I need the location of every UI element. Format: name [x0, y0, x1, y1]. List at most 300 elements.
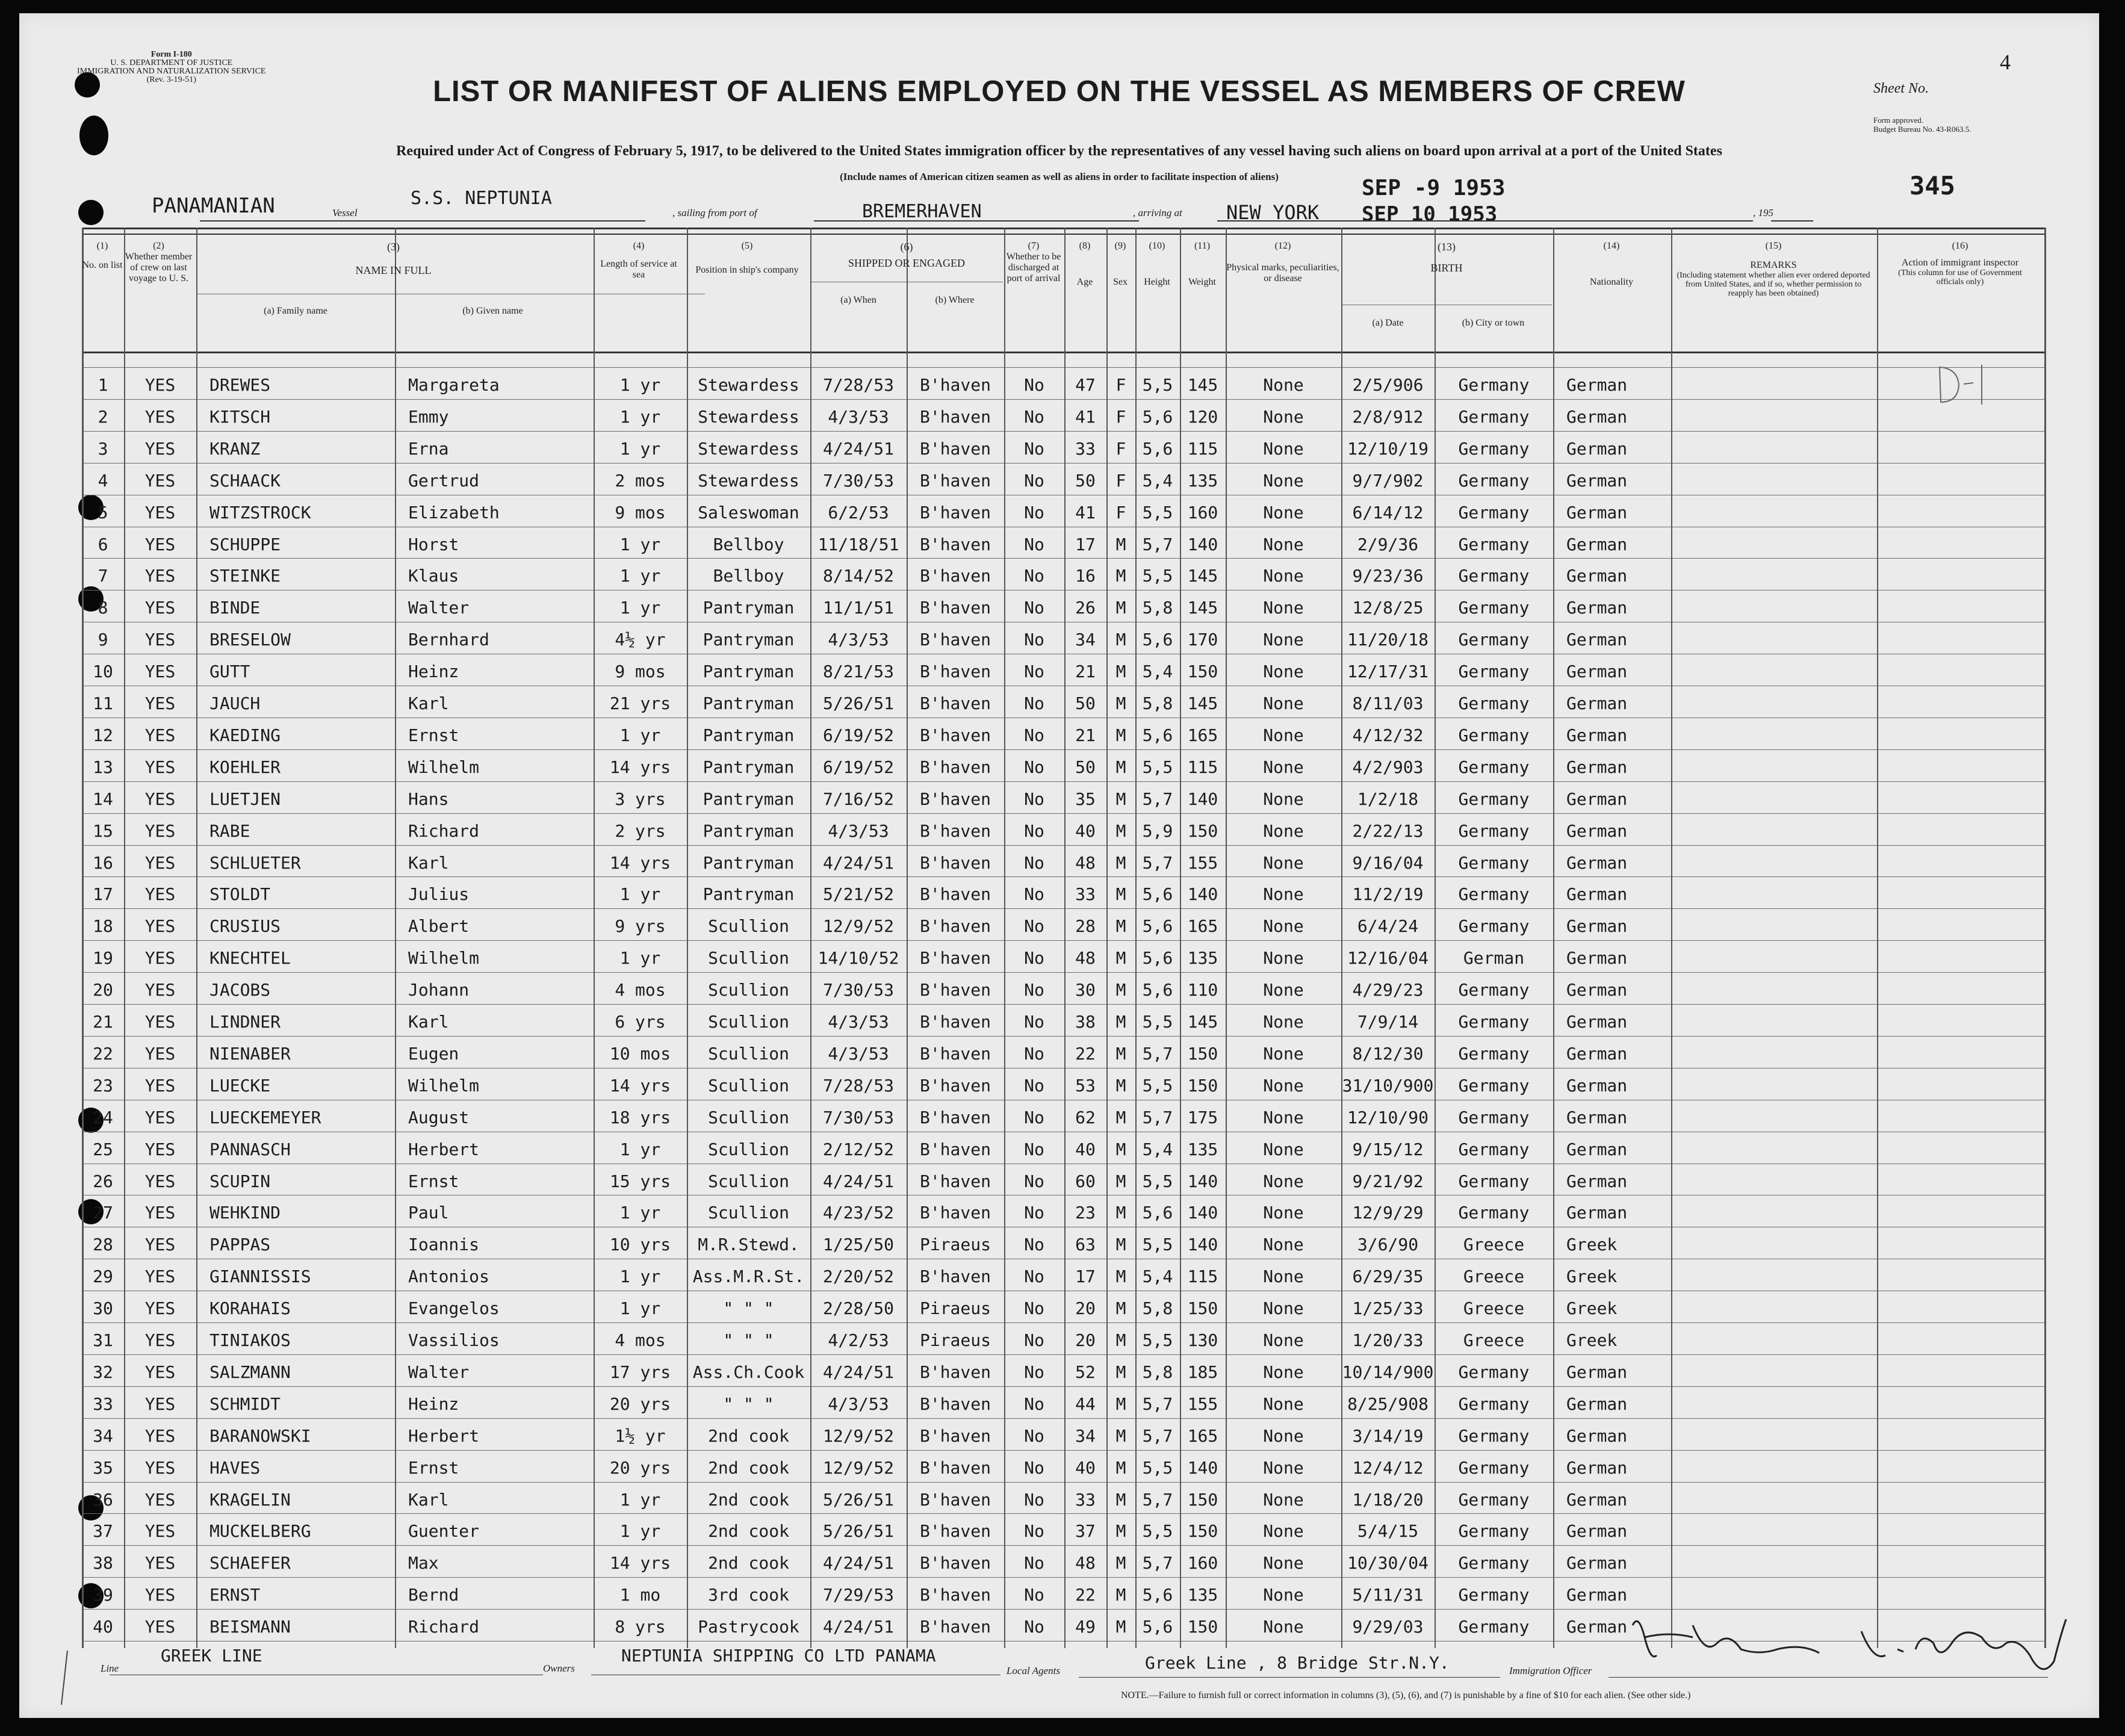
cell-weight: 165 [1187, 725, 1218, 745]
cell-sex: M [1115, 1362, 1126, 1382]
col-10-header: (10) Height [1144, 241, 1170, 287]
cell-given: Herbert [408, 1139, 480, 1159]
cell-family: RABE [209, 820, 250, 841]
page-subtitle: Required under Act of Congress of February 5, 1917, to be delivered to the United States immigration officer by the representatives of any vessel having such aliens on board upon arrival at a port of the United States [396, 143, 1722, 159]
cell-position: 2nd cook [708, 1457, 789, 1478]
cell-bdate: 11/20/18 [1347, 630, 1429, 650]
cell-given: Eugen [408, 1043, 459, 1064]
cell-disch: No [1024, 566, 1044, 586]
cell-marks: None [1263, 1585, 1304, 1605]
cell-height: 5,8 [1142, 1362, 1173, 1382]
cell-yes: YES [144, 1171, 176, 1191]
cell-marks: None [1263, 757, 1304, 777]
cell-nat: Greek [1566, 1298, 1618, 1319]
cell-city: Germany [1458, 693, 1530, 713]
cell-given: Gertrud [408, 470, 480, 491]
cell-age: 33 [1075, 438, 1096, 459]
cell-height: 5,6 [1142, 948, 1173, 969]
cell-no: 17 [93, 884, 113, 905]
cell-disch: No [1024, 438, 1044, 459]
cell-family: KITSCH [209, 406, 271, 427]
cell-sex: M [1115, 916, 1126, 937]
cell-bdate: 8/12/30 [1352, 1043, 1424, 1064]
cell-height: 5,7 [1142, 534, 1173, 554]
cell-weight: 145 [1187, 566, 1218, 586]
service: IMMIGRATION AND NATURALIZATION SERVICE [77, 67, 266, 76]
cell-age: 63 [1075, 1235, 1096, 1255]
cell-family: DREWES [209, 375, 271, 395]
cell-nat: German [1566, 1393, 1628, 1414]
cell-disch: No [1024, 1330, 1044, 1350]
cell-no: 21 [93, 1012, 113, 1032]
cell-weight: 150 [1187, 1489, 1218, 1510]
cell-sex: M [1115, 948, 1126, 969]
cell-given: Antonios [408, 1266, 489, 1287]
cell-family: KRANZ [209, 438, 261, 459]
cell-yes: YES [144, 1585, 176, 1605]
cell-weight: 140 [1187, 1457, 1218, 1478]
cell-service: 17 yrs [609, 1362, 671, 1382]
arrival-date-stamp-2: SEP 10 1953 [1362, 202, 1498, 226]
cell-nat: German [1566, 852, 1628, 873]
cell-sex: M [1115, 1425, 1126, 1446]
cell-service: 3 yrs [615, 789, 666, 809]
cell-service: 15 yrs [609, 1171, 671, 1191]
cell-disch: No [1024, 630, 1044, 650]
cell-city: Germany [1458, 598, 1530, 618]
cell-bdate: 2/8/912 [1352, 406, 1424, 427]
cell-yes: YES [144, 948, 176, 969]
cell-height: 5,6 [1142, 438, 1173, 459]
cell-marks: None [1263, 725, 1304, 745]
cell-age: 60 [1075, 1171, 1096, 1191]
cell-no: 16 [93, 852, 113, 873]
cell-bdate: 9/7/902 [1352, 470, 1424, 491]
cell-sex: M [1115, 693, 1126, 713]
cell-given: Karl [408, 852, 449, 873]
cell-no: 23 [93, 1075, 113, 1096]
cell-where: B'haven [919, 1393, 991, 1414]
cell-weight: 165 [1187, 1425, 1218, 1446]
cell-city: Germany [1458, 1425, 1530, 1446]
cell-weight: 140 [1187, 534, 1218, 554]
cell-sex: M [1115, 820, 1126, 841]
cell-weight: 140 [1187, 1203, 1218, 1223]
cell-given: Ernst [408, 725, 459, 745]
cell-where: B'haven [919, 757, 991, 777]
agents-label: Local Agents [1007, 1665, 1060, 1676]
cell-service: 18 yrs [609, 1107, 671, 1127]
cell-sex: M [1115, 1266, 1126, 1287]
cell-family: BRESELOW [209, 630, 291, 650]
cell-weight: 155 [1187, 852, 1218, 873]
cell-weight: 150 [1187, 1075, 1218, 1096]
cell-city: Germany [1458, 566, 1530, 586]
cell-given: Johann [408, 980, 470, 1000]
cell-when: 2/20/52 [822, 1266, 894, 1287]
cell-sex: M [1115, 789, 1126, 809]
cell-where: B'haven [919, 1425, 991, 1446]
cell-service: 1 yr [619, 598, 661, 618]
cell-given: Hans [408, 789, 449, 809]
cell-where: B'haven [919, 1457, 991, 1478]
owners-value: NEPTUNIA SHIPPING CO LTD PANAMA [621, 1646, 936, 1666]
family-name-header: (a) Family name [264, 306, 327, 316]
cell-bdate: 1/18/20 [1352, 1489, 1424, 1510]
cell-marks: None [1263, 1489, 1304, 1510]
cell-sex: M [1115, 1521, 1126, 1542]
line-value: GREEK LINE [161, 1646, 262, 1666]
cell-city: Germany [1458, 1107, 1530, 1127]
cell-disch: No [1024, 757, 1044, 777]
cell-age: 22 [1075, 1585, 1096, 1605]
cell-marks: None [1263, 820, 1304, 841]
cell-age: 50 [1075, 693, 1096, 713]
cell-city: Germany [1458, 1043, 1530, 1064]
cell-bdate: 31/10/900 [1342, 1075, 1434, 1096]
cell-age: 21 [1075, 725, 1096, 745]
cell-height: 5,6 [1142, 1203, 1173, 1223]
cell-when: 11/1/51 [822, 598, 894, 618]
cell-age: 62 [1075, 1107, 1096, 1127]
cell-weight: 110 [1187, 980, 1218, 1000]
cell-service: 14 yrs [609, 757, 671, 777]
cell-sex: M [1115, 534, 1126, 554]
cell-service: 14 yrs [609, 1553, 671, 1573]
cell-sex: M [1115, 630, 1126, 650]
cell-disch: No [1024, 1521, 1044, 1542]
cell-disch: No [1024, 1107, 1044, 1127]
cell-age: 41 [1075, 406, 1096, 427]
cell-service: 1 yr [619, 375, 661, 395]
cell-age: 28 [1075, 916, 1096, 937]
cell-weight: 115 [1187, 438, 1218, 459]
cell-height: 5,4 [1142, 470, 1173, 491]
cell-yes: YES [144, 820, 176, 841]
cell-position: " " " [723, 1298, 774, 1319]
cell-where: B'haven [919, 502, 991, 522]
cell-position: Pantryman [703, 630, 795, 650]
cell-disch: No [1024, 1266, 1044, 1287]
cell-bdate: 4/12/32 [1352, 725, 1424, 745]
cell-height: 5,7 [1142, 1393, 1173, 1414]
cell-family: KOEHLER [209, 757, 281, 777]
cell-family: SCHAACK [209, 470, 281, 491]
cell-yes: YES [144, 725, 176, 745]
cell-marks: None [1263, 375, 1304, 395]
cell-marks: None [1263, 1425, 1304, 1446]
sailing-label: , sailing from port of [672, 207, 757, 219]
cell-no: 22 [93, 1043, 113, 1064]
cell-height: 5,6 [1142, 1585, 1173, 1605]
cell-city: Germany [1458, 1393, 1530, 1414]
cell-bdate: 5/11/31 [1352, 1585, 1424, 1605]
cell-weight: 135 [1187, 1585, 1218, 1605]
cell-nat: German [1566, 1425, 1628, 1446]
cell-disch: No [1024, 1617, 1044, 1637]
cell-height: 5,8 [1142, 598, 1173, 618]
cell-sex: M [1115, 1585, 1126, 1605]
cell-when: 12/9/52 [822, 1457, 894, 1478]
cell-family: KRAGELIN [209, 1489, 291, 1510]
cell-city: Greece [1463, 1330, 1525, 1350]
cell-position: Scullion [708, 1203, 789, 1223]
cell-nat: German [1566, 406, 1628, 427]
cell-sex: F [1115, 438, 1126, 459]
cell-bdate: 9/23/36 [1352, 566, 1424, 586]
cell-height: 5,5 [1142, 1521, 1173, 1542]
cell-nat: German [1566, 693, 1628, 713]
cell-no: 11 [93, 693, 113, 713]
cell-yes: YES [144, 1139, 176, 1159]
cell-yes: YES [144, 1489, 176, 1510]
cell-family: TINIAKOS [209, 1330, 291, 1350]
sheet-number-label: Sheet No. [1873, 81, 1929, 96]
cell-given: Elizabeth [408, 502, 500, 522]
cell-yes: YES [144, 1393, 176, 1414]
cell-given: Wilhelm [408, 1075, 480, 1096]
cell-height: 5,7 [1142, 1107, 1173, 1127]
punch-hole [78, 200, 104, 225]
cell-sex: F [1115, 375, 1126, 395]
cell-bdate: 3/14/19 [1352, 1425, 1424, 1446]
cell-when: 4/24/51 [822, 1553, 894, 1573]
cell-bdate: 1/2/18 [1357, 789, 1419, 809]
cell-where: B'haven [919, 438, 991, 459]
cell-bdate: 12/10/90 [1347, 1107, 1429, 1127]
cell-bdate: 9/21/92 [1352, 1171, 1424, 1191]
cell-disch: No [1024, 1203, 1044, 1223]
cell-marks: None [1263, 502, 1304, 522]
cell-where: B'haven [919, 884, 991, 905]
cell-nat: German [1566, 1171, 1628, 1191]
cell-when: 4/24/51 [822, 438, 894, 459]
cell-yes: YES [144, 1298, 176, 1319]
cell-height: 5,5 [1142, 375, 1173, 395]
cell-position: Stewardess [698, 470, 799, 491]
cell-service: 2 yrs [615, 820, 666, 841]
cell-when: 4/23/52 [822, 1203, 894, 1223]
revision: (Rev. 3-19-51) [146, 75, 196, 84]
cell-height: 5,4 [1142, 1266, 1173, 1287]
inspector-mark [1934, 362, 2006, 411]
cell-disch: No [1024, 1075, 1044, 1096]
arriving-label: , arriving at [1133, 207, 1182, 219]
cell-where: B'haven [919, 1203, 991, 1223]
cell-city: Germany [1458, 1457, 1530, 1478]
cell-where: B'haven [919, 1585, 991, 1605]
cell-weight: 115 [1187, 1266, 1218, 1287]
cell-position: Scullion [708, 916, 789, 937]
cell-service: 1 yr [619, 1203, 661, 1223]
cell-position: Pastrycook [698, 1617, 799, 1637]
cell-age: 26 [1075, 598, 1096, 618]
cell-nat: German [1566, 725, 1628, 745]
birth-date-header: (a) Date [1372, 318, 1404, 328]
cell-nat: German [1566, 1107, 1628, 1127]
cell-position: 2nd cook [708, 1521, 789, 1542]
cell-bdate: 6/4/24 [1357, 916, 1419, 937]
cell-position: M.R.Stewd. [698, 1235, 799, 1255]
cell-nat: German [1566, 502, 1628, 522]
cell-yes: YES [144, 1457, 176, 1478]
cell-yes: YES [144, 1553, 176, 1573]
cell-height: 5,5 [1142, 757, 1173, 777]
cell-service: 1 yr [619, 1521, 661, 1542]
cell-height: 5,6 [1142, 725, 1173, 745]
cell-bdate: 10/14/900 [1342, 1362, 1434, 1382]
cell-position: Saleswoman [698, 502, 799, 522]
arrival-date-stamp: SEP -9 1953 [1362, 176, 1506, 200]
cell-position: 2nd cook [708, 1425, 789, 1446]
cell-family: SCHMIDT [209, 1393, 281, 1414]
cell-family: STEINKE [209, 566, 281, 586]
cell-height: 5,4 [1142, 662, 1173, 682]
cell-weight: 145 [1187, 598, 1218, 618]
cell-disch: No [1024, 693, 1044, 713]
cell-sex: M [1115, 1489, 1126, 1510]
cell-sex: M [1115, 1330, 1126, 1350]
cell-nat: German [1566, 916, 1628, 937]
cell-weight: 160 [1187, 502, 1218, 522]
cell-bdate: 9/29/03 [1352, 1617, 1424, 1637]
cell-service: 6 yrs [615, 1012, 666, 1032]
cell-service: 1 yr [619, 534, 661, 554]
cell-when: 4/3/53 [828, 1393, 889, 1414]
cell-disch: No [1024, 534, 1044, 554]
cell-when: 5/26/51 [822, 1521, 894, 1542]
cell-yes: YES [144, 884, 176, 905]
cell-where: B'haven [919, 1043, 991, 1064]
cell-no: 34 [93, 1425, 113, 1446]
cell-weight: 130 [1187, 1330, 1218, 1350]
col-4-header: (4) Length of service at sea [600, 241, 677, 280]
cell-height: 5,8 [1142, 693, 1173, 713]
cell-age: 38 [1075, 1012, 1096, 1032]
cell-when: 5/21/52 [822, 884, 894, 905]
officer-signature [1621, 1601, 2078, 1691]
cell-disch: No [1024, 725, 1044, 745]
cell-position: Bellboy [713, 566, 784, 586]
cell-no: 14 [93, 789, 113, 809]
cell-sex: F [1115, 470, 1126, 491]
cell-disch: No [1024, 662, 1044, 682]
cell-age: 53 [1075, 1075, 1096, 1096]
cell-sex: M [1115, 1171, 1126, 1191]
manifest-sheet [19, 13, 2099, 1718]
cell-height: 5,5 [1142, 566, 1173, 586]
cell-weight: 145 [1187, 1012, 1218, 1032]
cell-marks: None [1263, 852, 1304, 873]
cell-family: LINDNER [209, 1012, 281, 1032]
cell-yes: YES [144, 598, 176, 618]
col-2-header: (2) Whether member of crew on last voyage to U. S. [125, 241, 193, 284]
cell-when: 12/9/52 [822, 1425, 894, 1446]
cell-disch: No [1024, 1362, 1044, 1382]
cell-city: Germany [1458, 534, 1530, 554]
cell-yes: YES [144, 852, 176, 873]
cell-family: PANNASCH [209, 1139, 291, 1159]
cell-marks: None [1263, 948, 1304, 969]
owners-label: Owners [543, 1663, 575, 1674]
cell-service: 1 yr [619, 1298, 661, 1319]
cell-bdate: 2/9/36 [1357, 534, 1419, 554]
cell-sex: M [1115, 662, 1126, 682]
cell-nat: German [1566, 980, 1628, 1000]
cell-weight: 155 [1187, 1393, 1218, 1414]
cell-weight: 170 [1187, 630, 1218, 650]
cell-no: 19 [93, 948, 113, 969]
arrival-port: NEW YORK [1226, 201, 1320, 224]
cell-when: 7/28/53 [822, 375, 894, 395]
cell-marks: None [1263, 406, 1304, 427]
cell-city: Germany [1458, 1171, 1530, 1191]
cell-position: 2nd cook [708, 1489, 789, 1510]
cell-city: Germany [1458, 502, 1530, 522]
cell-age: 48 [1075, 852, 1096, 873]
cell-marks: None [1263, 1139, 1304, 1159]
cell-city: Germany [1458, 1489, 1530, 1510]
form-approval [1873, 116, 1971, 134]
cell-no: 35 [93, 1457, 113, 1478]
cell-height: 5,7 [1142, 1425, 1173, 1446]
cell-position: Scullion [708, 948, 789, 969]
cell-when: 7/30/53 [822, 1107, 894, 1127]
cell-weight: 115 [1187, 757, 1218, 777]
cell-given: Paul [408, 1203, 449, 1223]
cell-when: 7/29/53 [822, 1585, 894, 1605]
cell-age: 48 [1075, 948, 1096, 969]
cell-disch: No [1024, 884, 1044, 905]
cell-nat: German [1566, 884, 1628, 905]
col-13-header: (13) BIRTH [1430, 241, 1463, 274]
cell-bdate: 10/30/04 [1347, 1553, 1429, 1573]
cell-no: 8 [98, 598, 108, 618]
cell-where: Piraeus [919, 1298, 991, 1319]
cell-when: 12/9/52 [822, 916, 894, 937]
cell-service: 1 yr [619, 1266, 661, 1287]
cell-sex: M [1115, 1235, 1126, 1255]
cell-nat: German [1566, 1457, 1628, 1478]
cell-disch: No [1024, 789, 1044, 809]
cell-given: Herbert [408, 1425, 480, 1446]
cell-marks: None [1263, 630, 1304, 650]
cell-when: 8/14/52 [822, 566, 894, 586]
cell-sex: M [1115, 757, 1126, 777]
cell-height: 5,6 [1142, 884, 1173, 905]
cell-bdate: 8/25/908 [1347, 1393, 1429, 1414]
cell-where: B'haven [919, 375, 991, 395]
cell-when: 8/21/53 [822, 662, 894, 682]
col-8-header: (8) Age [1076, 241, 1093, 287]
cell-yes: YES [144, 1107, 176, 1127]
cell-weight: 140 [1187, 884, 1218, 905]
cell-service: 1 yr [619, 725, 661, 745]
cell-no: 32 [93, 1362, 113, 1382]
cell-bdate: 2/22/13 [1352, 820, 1424, 841]
cell-when: 4/3/53 [828, 1012, 889, 1032]
cell-position: 2nd cook [708, 1553, 789, 1573]
cell-where: B'haven [919, 1617, 991, 1637]
cell-given: Heinz [408, 1393, 459, 1414]
cell-bdate: 12/9/29 [1352, 1203, 1424, 1223]
cell-given: Wilhelm [408, 948, 480, 969]
cell-given: Karl [408, 1012, 449, 1032]
cell-where: B'haven [919, 1362, 991, 1382]
cell-age: 44 [1075, 1393, 1096, 1414]
cell-family: SCHLUETER [209, 852, 301, 873]
cell-family: WEHKIND [209, 1203, 281, 1223]
